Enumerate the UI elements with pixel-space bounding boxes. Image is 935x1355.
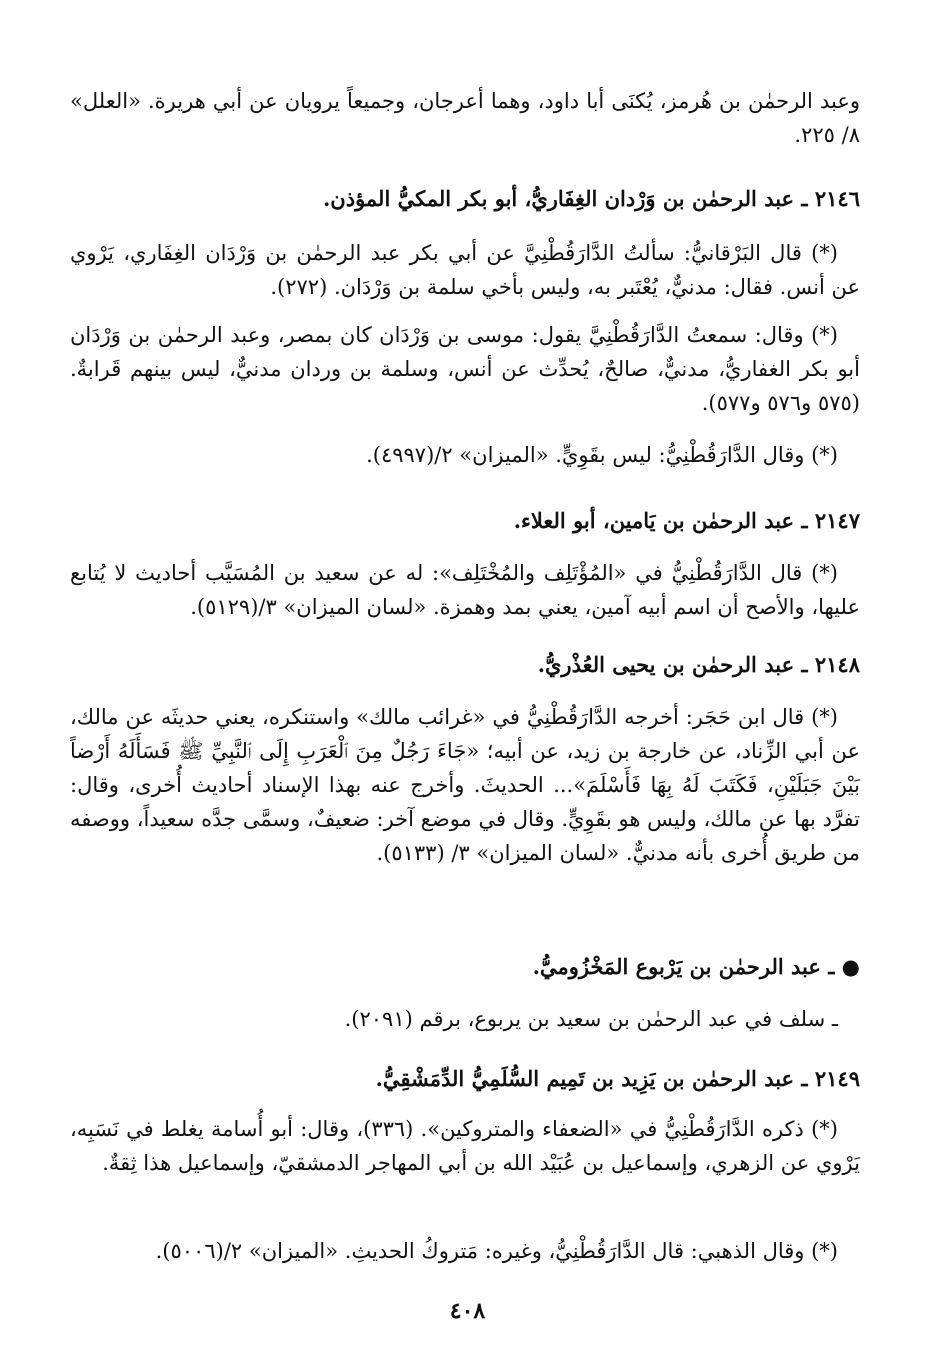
paragraph-2146-c: (*) وقال الدَّارَقُطْنِيُّ: ليس بقَوِيٍّ. «الميزان» ٢/(٤٩٩٧).: [366, 443, 838, 467]
paragraph-2147: (*) قال الدَّارَقُطْنِيُّ في «المُؤْتَلِف والمُخْتَلِف»: له عن سعيد بن المُسَيَّب أحاديث لا يُتابع عليها، والأصح أن اسم أبيه آمين، يعني بمد وهمزة. «لسان الميزان» ٣/(٥١٢٩).: [70, 561, 860, 619]
paragraph-2149-a: (*) ذكره الدَّارَقُطْنِيُّ في «الضعفاء والمتروكين». (٣٣٦)، وقال: أبو أُسامة يغلط في نَسَبِه، يَرْوي عن الزهري، وإسماعيل بن عُبَيْد الله بن أبي المهاجر الدمشقيّ، وإسماعيل هذا ثِقةٌ.: [70, 1117, 860, 1175]
entry-heading-2147: ٢١٤٧ ـ عبد الرحمٰن بن يَامين، أبو العلاء.: [513, 508, 860, 533]
page-number: ٤٠٨: [449, 1298, 486, 1324]
entry-heading-yarbu: ● ـ عبد الرحمٰن بن يَرْبوع المَخْزُوميُّ.: [532, 954, 860, 979]
entry-heading-2149: ٢١٤٩ ـ عبد الرحمٰن بن يَزِيد بن تَمِيم السُّلَمِيُّ الدِّمَشْقِيُّ.: [375, 1066, 860, 1091]
entry-heading-2148: ٢١٤٨ ـ عبد الرحمٰن بن يحيى العُذْريُّ.: [537, 652, 860, 677]
paragraph-2146-a: (*) قال البَرْقانيُّ: سألتُ الدَّارَقُطْنِيَّ عن أبي بكر عبد الرحمٰن بن وَرْدَان الغِفَاري، يَرْوي عن أنس. فقال: مدنيٌّ، يُعْتَبر به، وليس بأخي سلمة بن وَرْدَان. (٢٧٢).: [70, 241, 860, 299]
paragraph-2146-b: (*) وقال: سمعتُ الدَّارَقُطْنِيَّ يقول: موسى بن وَرْدَان كان بمصر، وعبد الرحمٰن بن وَرْدَان أبو بكر الغفاريُّ، مدنيٌّ، صالحٌ، يُحدِّث عن أنس، وسلمة بن وردان مدنيٌّ، ليس بينهم قَرابةٌ. (٥٧٥ و٥٧٦ و٥٧٧).: [70, 323, 860, 415]
entry-heading-2146: ٢١٤٦ ـ عبد الرحمٰن بن وَرْدان الغِفَاريُّ، أبو بكر المكيُّ المؤذن.: [322, 186, 860, 211]
paragraph-2148: (*) قال ابن حَجَر: أخرجه الدَّارَقُطْنِيُّ في «غرائب مالك» واستنكره، يعني حديثَه عن مالك، عن أبي الزِّناد، عن خارجة بن زيد، عن أبيه؛ «جَاءَ رَجُلٌ مِنَ ٱلْعَرَبِ إِلَى ٱلنَّبِيِّ ﷺ فَسَأَلَهُ أَرْضاً بَيْنَ جَبَلَيْنِ، فَكَتَبَ لَهُ بِهَا فَأَسْلَمَ»... الحديثَ. وأخرج عنه بهذا الإسناد أحاديث أُخرى، وقال: تفرَّد بها عن مالك، وليس هو بقَوِيٍّ. وقال في موضع آخر: ضعيفٌ، وسمَّى جدَّه سعيداً، ووصفه من طريق أُخرى بأنه مدنيٌّ. «لسان الميزان» ٣/ (٥١٣٣).: [70, 705, 860, 865]
paragraph-yarbu: ـ سلف في عبد الرحمٰن بن سعيد بن يربوع، برقم (٢٠٩١).: [344, 1007, 838, 1031]
paragraph-2149-b: (*) وقال الذهبي: قال الدَّارَقُطْنِيُّ، وغيره: مَتروكُ الحديثِ. «الميزان» ٢/(٥٠٠٦).: [155, 1239, 838, 1263]
paragraph-intro: وعبد الرحمٰن بن هُرمز، يُكنَى أبا داود، وهما أعرجان، وجميعاً يرويان عن أبي هريرة. «العلل» ٨/ ٢٢٥.: [70, 89, 860, 147]
